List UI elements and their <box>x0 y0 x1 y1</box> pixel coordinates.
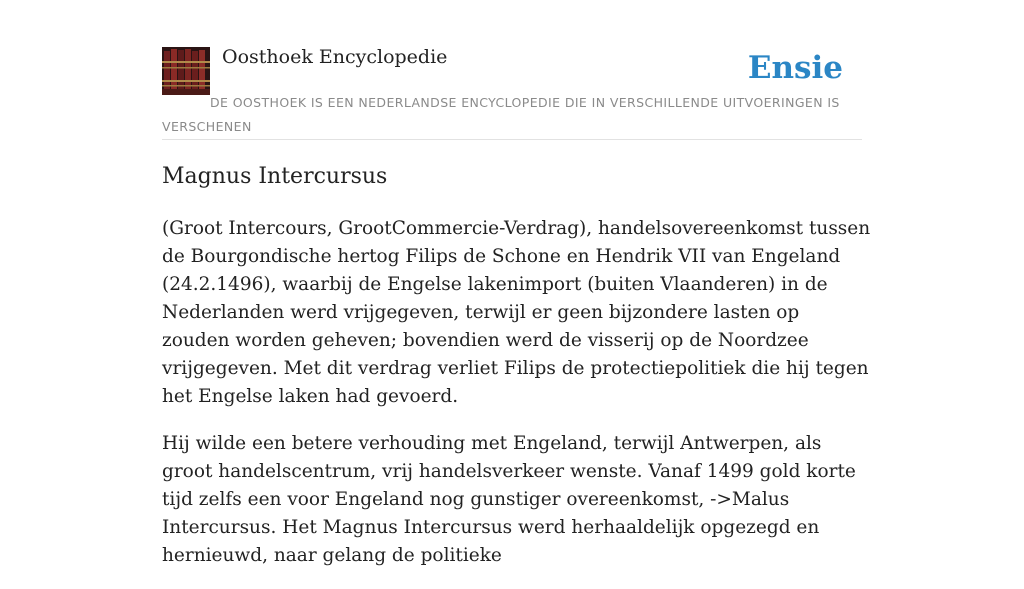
encyclopedia-books-icon[interactable] <box>162 47 210 95</box>
article-paragraph: Hij wilde een betere verhouding met Engeland, terwijl Antwerpen, als groot handelscentrum, vrij handelsverkeer wenste. Vanaf 1499 gold korte tijd zelfs een voor Engeland nog gunstiger overeenkomst, ->Malus Intercursus. Het Magnus Intercursus werd herhaaldelijk opgezegd en hernieuwd, naar gelang de politieke <box>162 433 856 566</box>
source-tagline: DE OOSTHOEK IS EEN NEDERLANDSE ENCYCLOPEDIE DIE IN VERSCHILLENDE UITVOERINGEN IS VERSCHENEN <box>162 95 840 134</box>
article-body <box>162 215 872 589</box>
page <box>162 0 871 566</box>
article-paragraph: (Groot Intercours, GrootCommercie-Verdrag), handelsovereenkomst tussen de Bourgondische hertog Filips de Schone en Hendrik VII van Engeland (24.2.1496), waarbij de Engelse lakenimport (buiten Vlaanderen) in de Nederlanden werd vrijgegeven, terwijl er geen bijzondere lasten op zouden worden geheven; bovendien werd de visserij op de Noordzee vrijgegeven. Met dit verdrag verliet Filips de protectiepolitiek die hij tegen het Engelse laken had gevoerd. <box>162 218 871 407</box>
header <box>162 0 862 140</box>
source-name[interactable]: Oosthoek Encyclopedie <box>222 46 448 68</box>
brand-logo[interactable]: Ensie <box>747 50 843 86</box>
article-title: Magnus Intercursus <box>162 164 388 189</box>
